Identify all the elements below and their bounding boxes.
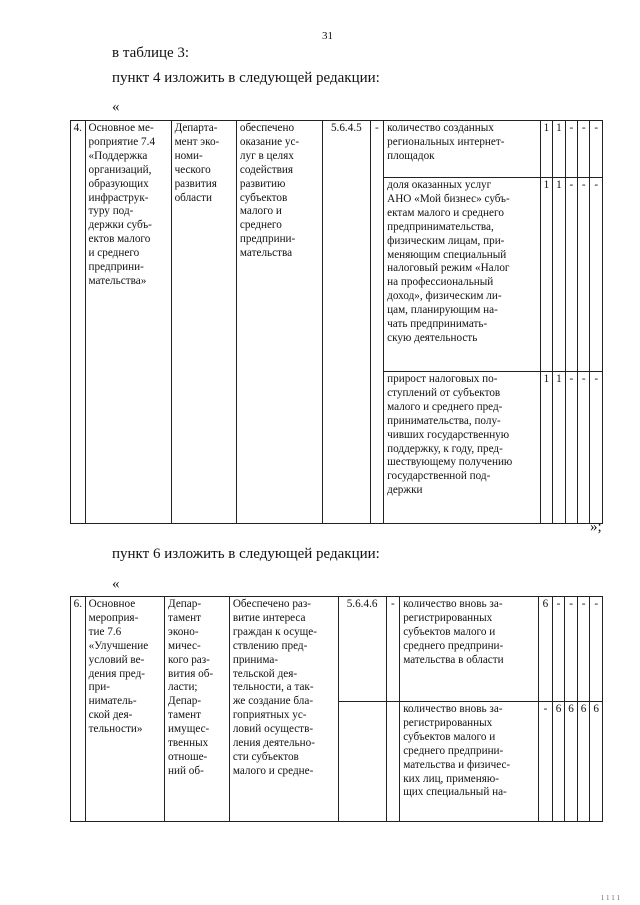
opening-quote-2: «: [112, 576, 120, 592]
value-cell: -: [590, 178, 603, 372]
value-cell: 1: [553, 121, 565, 178]
value-cell: -: [578, 372, 590, 524]
indicator-cell: количество созданных региональных интернет- площадок: [384, 121, 541, 178]
table-item-6: [70, 596, 603, 822]
value-cell: 6: [539, 597, 553, 702]
value-cell: 6: [552, 702, 565, 822]
executor-cell: Депар- тамент эконо- мичес- кого раз- вития об- ласти; Депар- тамент имущес- твенных отноше- ний об-: [165, 597, 230, 822]
table-item-4: [70, 120, 603, 524]
code-cell-empty: [338, 702, 386, 822]
indicator-cell: доля оказанных услуг АНО «Мой бизнес» субъ- ектам малого и среднего предпринимательства, физическим лицам, при- меняющим специальный налоговый режим «Налог на профессиональный доход», физическим ли- цам, планирующим на- чать предпринимать- скую деятельность: [384, 178, 541, 372]
closing-quote-1: »;: [590, 519, 602, 535]
value-cell: 1: [540, 372, 552, 524]
value-cell: -: [578, 121, 590, 178]
value-cell: 6: [590, 702, 603, 822]
opening-quote-1: «: [112, 99, 120, 115]
value-cell: 1: [553, 372, 565, 524]
value-cell: -: [565, 178, 577, 372]
value-cell: -: [590, 372, 603, 524]
event-cell: Основное мероприя- тие 7.6 «Улучшение условий ве- дения пред- при- ниматель- ской дея- тельности»: [85, 597, 164, 822]
intro-line-item6: пункт 6 изложить в следующей редакции:: [112, 546, 380, 562]
value-cell: -: [590, 597, 603, 702]
code-cell: 5.6.4.5: [322, 121, 370, 524]
value-cell: -: [578, 178, 590, 372]
dash-cell-empty: [386, 702, 400, 822]
intro-line-table3: в таблице 3:: [112, 45, 190, 61]
value-cell: -: [552, 597, 565, 702]
event-cell: Основное ме- роприятие 7.4 «Поддержка организаций, образующих инфраструк- туру под- держки субъ- ектов малого и среднего предприни- мательства»: [85, 121, 171, 524]
indicator-cell: количество вновь за- регистрированных субъектов малого и среднего предприни- мательства и физичес- ких лиц, применяю- щих специальный на-: [400, 702, 539, 822]
code-cell: 5.6.4.6: [338, 597, 386, 702]
row-number: 6.: [71, 597, 86, 822]
row-number: 4.: [71, 121, 86, 524]
value-cell: -: [577, 597, 590, 702]
intro-line-item4: пункт 4 изложить в следующей редакции:: [112, 70, 380, 86]
executor-cell: Департа- мент эко- номи- ческого развития области: [171, 121, 236, 524]
value-cell: -: [539, 702, 553, 822]
value-cell: 1: [540, 178, 552, 372]
dash-cell: -: [386, 597, 400, 702]
page-number: 31: [322, 30, 333, 42]
dash-cell: -: [370, 121, 383, 524]
value-cell: -: [590, 121, 603, 178]
result-cell: обеспечено оказание ус- луг в целях содействия развитию субъектов малого и среднего предприни- мательства: [236, 121, 322, 524]
indicator-cell: прирост налоговых по- ступлений от субъектов малого и среднего пред- принимательства, полу- чивших государственную поддержку, к году, пред- шествующему получению государственной под- держки: [384, 372, 541, 524]
indicator-cell: количество вновь за- регистрированных субъектов малого и среднего предприни- мательства в области: [400, 597, 539, 702]
value-cell: 1: [553, 178, 565, 372]
value-cell: 6: [577, 702, 590, 822]
footer-mark: 1111: [600, 894, 622, 902]
value-cell: 6: [565, 702, 578, 822]
value-cell: -: [565, 121, 577, 178]
value-cell: -: [565, 597, 578, 702]
result-cell: Обеспечено раз- витие интереса граждан к осуще- ствлению пред- принима- тельской дея- тельности, а так- же создание бла- гоприятных ус- ловий осуществ- ления деятельно- сти субъектов малого и средне-: [229, 597, 338, 822]
value-cell: 1: [540, 121, 552, 178]
value-cell: -: [565, 372, 577, 524]
